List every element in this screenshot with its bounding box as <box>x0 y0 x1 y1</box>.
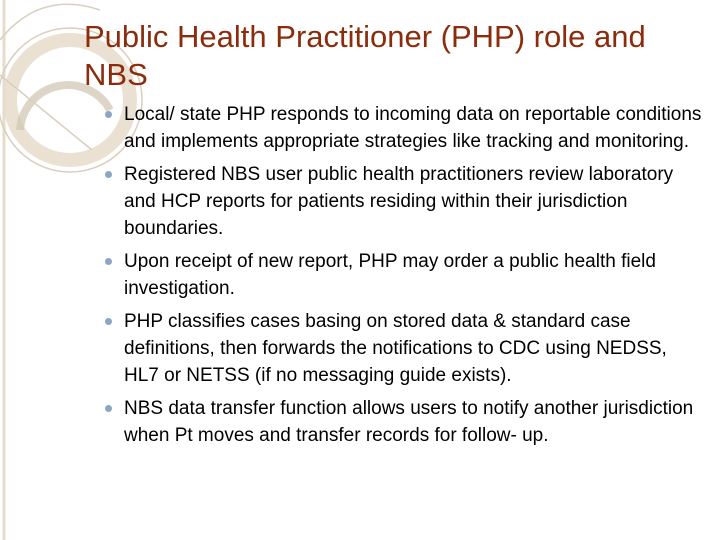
bullet-item <box>104 308 704 389</box>
bullet-item <box>104 248 704 302</box>
bullet-text: Upon receipt of new report, PHP may order a public health field investigation. <box>124 251 656 299</box>
bullet-text: PHP classifies cases basing on stored data & standard case definitions, then forwards the notifications to CDC using NEDSS, HL7 or NETSS (if no messaging guide exists). <box>124 311 667 386</box>
slide-title: Public Health Practitioner (PHP) role and NBS <box>84 19 646 92</box>
bullet-text: NBS data transfer function allows users to notify another jurisdiction when Pt moves and transfer records for follow- up. <box>124 398 694 446</box>
bullet-list <box>104 101 704 455</box>
bullet-item <box>104 395 704 449</box>
bullet-text: Local/ state PHP responds to incoming data on reportable conditions and implements appropriate strategies like tracking and monitoring. <box>124 104 702 152</box>
bullet-dot-icon <box>105 318 112 325</box>
bullet-dot-icon <box>105 258 112 265</box>
bullet-dot-icon <box>105 171 112 178</box>
bullet-item <box>104 161 704 242</box>
bullet-item <box>104 101 704 155</box>
bullet-text: Registered NBS user public health practitioners review laboratory and HCP reports for patients residing within their jurisdiction boundaries. <box>124 164 674 239</box>
bullet-dot-icon <box>105 405 112 412</box>
bullet-dot-icon <box>105 111 112 118</box>
